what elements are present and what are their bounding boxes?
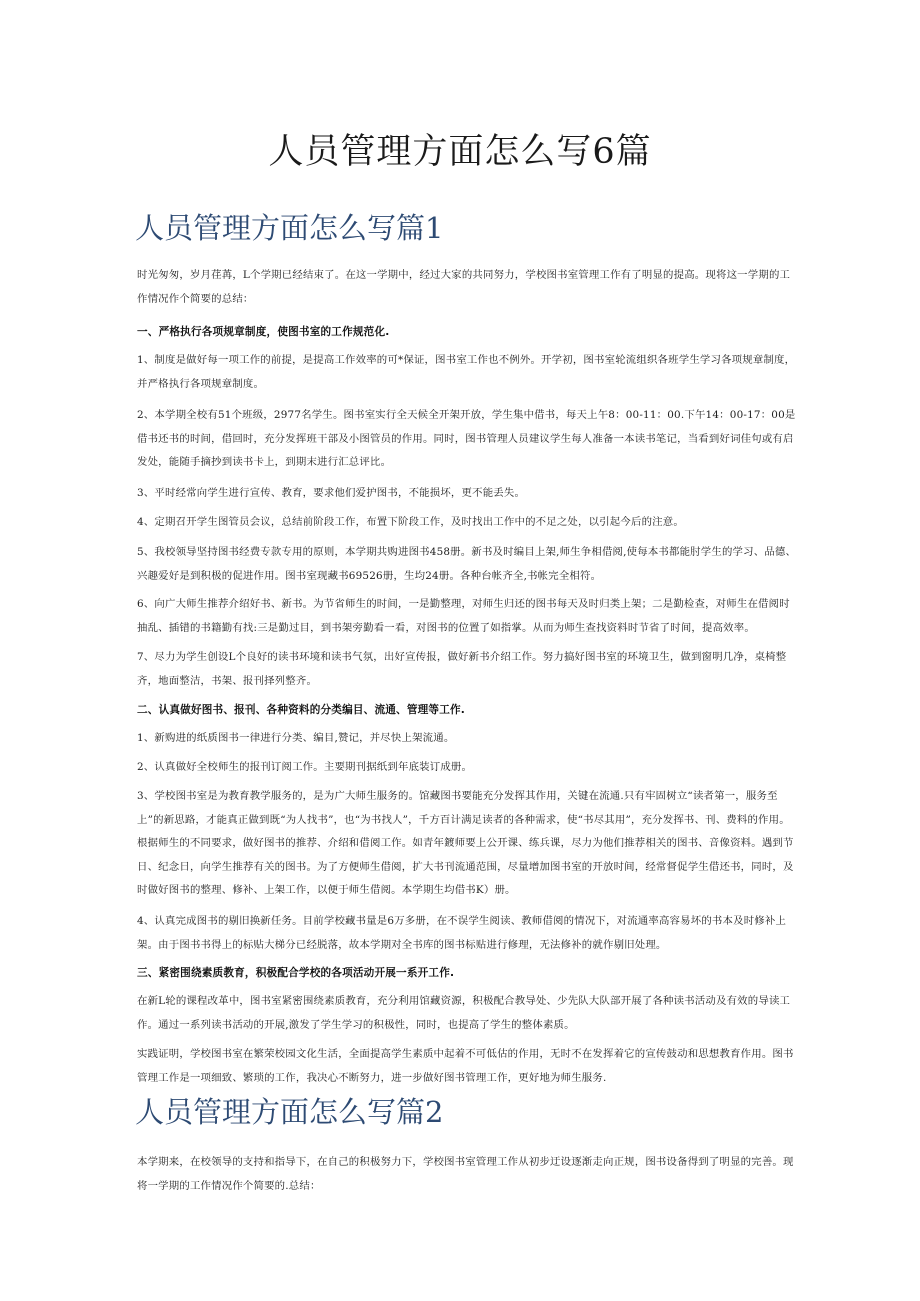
paragraph: 5、我校领导坚持图书经费专款专用的原则，本学期共购进图书458册。新书及时编目上架,师生争相借阅,使每本书都能肘学生的学习、品德、兴趣爱好是到积极的促进作用。图书室现藏书69526册，生均24册。各种台帐齐全,书帐完全相符。 [137, 546, 797, 582]
paragraph: 在新L轮的课程改革中，图书室紧密围绕素质教育，充分利用馆藏资源，积极配合教导处、少先队大队部开展了各种读书活动及有效的导读工作。通过一系列读书活动的开展,激发了学生学习的积极性，同时，也提高了学生的整体素质。 [137, 995, 791, 1031]
subheading: 三、紧密围绕素质教育，积极配合学校的各项活动开展一系开工作. [137, 967, 455, 979]
document-title: 人员管理方面怎么写6篇 [268, 132, 652, 172]
section-heading-1: 人员管理方面怎么写篇1 [135, 211, 444, 245]
paragraph: 4、定期召开学生图管员会议，总结前阶段工作，布置下阶段工作，及时找出工作中的不足之处，以引起今后的注意。 [137, 516, 684, 528]
paragraph: 1、新购进的纸质图书一律进行分类、编目,赞记，并尽快上架流通。 [137, 732, 455, 744]
paragraph: 实践证明，学校图书室在繁荣校园文化生活，全面提高学生素质中起着不可低估的作用，无时不在发挥着它的宣传鼓动和思想教育作用。图书管理工作是一项细致、繁琐的工作，我决心不断努力，进一步做好图书管理工作，更好地为师生服务. [137, 1048, 794, 1084]
paragraph: 3、学校图书室是为教育教学服务的，是为广大师生服务的。馆藏图书要能充分发挥其作用，关键在流通.只有牢固树立“读者第一，服务至上”的新思路，才能真正做到既“为人找书”，也“为书找人”，千方百计满足读者的各种需求，使“书尽其用”，充分发挥书、刊、费料的作用。根据师生的不同要求，做好图书的推荐、介绍和借阅工作。如青年鍍师要上公开课、练兵课，尽力为他们推荐相关的图书、音像资料。遇到节日、纪念日，向学生推荐有关的图书。为了方便师生借阅，扩大书刊流通范围，尽量增加图书室的开放时间，经常督促学生借还书，同时，及时做好图书的整理、修补、上架工作，以便于师生借阅。本学期生均借书K）册。 [137, 790, 794, 896]
section-heading-2: 人员管理方面怎么写篇2 [135, 1095, 444, 1129]
paragraph: 3、平时经常向学生进行宣传、教育，要求他们爱护图书，不能损坏，更不能丢失。 [137, 487, 526, 499]
paragraph: 本学期来，在校领导的支持和指导下，在自己的积极努力下，学校图书室管理工作从初步迂设逐渐走向正规，图书设备得到了明显的完善。现将一学期的工作情况作个简要的.总结： [137, 1156, 794, 1192]
paragraph: 时光匆匆，岁月荏苒，L个学期已经结束了。在这一学期中，经过大家的共同努力，学校图书室管理工作有了明显的提高。现将这一学期的工作情况作个简要的总结： [137, 269, 791, 305]
paragraph: 4、认真完成图书的剔旧换新任务。目前学校藏书量是6万多册，在不误学生阅读、教师借阅的情况下，对流通率高容易坏的书本及时修补上架。由于图书书得上的标贴大梯分已经脱落，故本学期对全书库的图书标贴进行修理，无法修补的就作剔旧处理。 [137, 915, 787, 951]
paragraph: 6、向广大师生推荐介绍好书、新书。为节省师生的时间，一是勤整理，对师生归还的图书每天及时归类上架；二是勤检查，对师生在借阅时抽乱、插错的书籍勤有找:三是勤过目，到书架旁勤看一看，对图书的位置了如指掌。从而为师生查找资料时节省了时间，提高效率。 [137, 598, 790, 634]
subheading: 一、严格执行各项规章制度，使图书室的工作规范化. [137, 326, 390, 338]
subheading: 二、认真做好图书、报刊、各种资料的分类编目、流通、管理等工作. [137, 704, 466, 716]
paragraph: 7、尽力为学生创设L个良好的读书环境和读书气氛，出好宣传报，做好新书介绍工作。努力搞好图书室的环境卫生，做到窗明几净，桌椅整齐，地面整洁，书架、报刊择列整齐。 [137, 651, 787, 687]
paragraph: 2、本学期全校有51个班级，2977名学生。图书室实行全天候全开架开放，学生集中借书，每天上午8：00-11：00.下午14：00-17：00是借书还书的时间，借回时，充分发挥班干部及小图管员的作用。同时，图书管理人员建议学生每人准备一本读书笔记，当看到好词佳句或有启发处，能随手摘抄到读书卡上，到期末进行汇总评比。 [137, 409, 796, 468]
paragraph: 2、认真做好全校师生的报刊订阅工作。主要期刊据纸到年底装订成册。 [137, 761, 473, 773]
paragraph: 1、制度是做好每一项工作的前提，是提高工作效率的可*保证，图书室工作也不例外。开学初，图书室轮流组织各班学生学习各项规章制度，并严格执行各项规章制度。 [137, 354, 796, 390]
